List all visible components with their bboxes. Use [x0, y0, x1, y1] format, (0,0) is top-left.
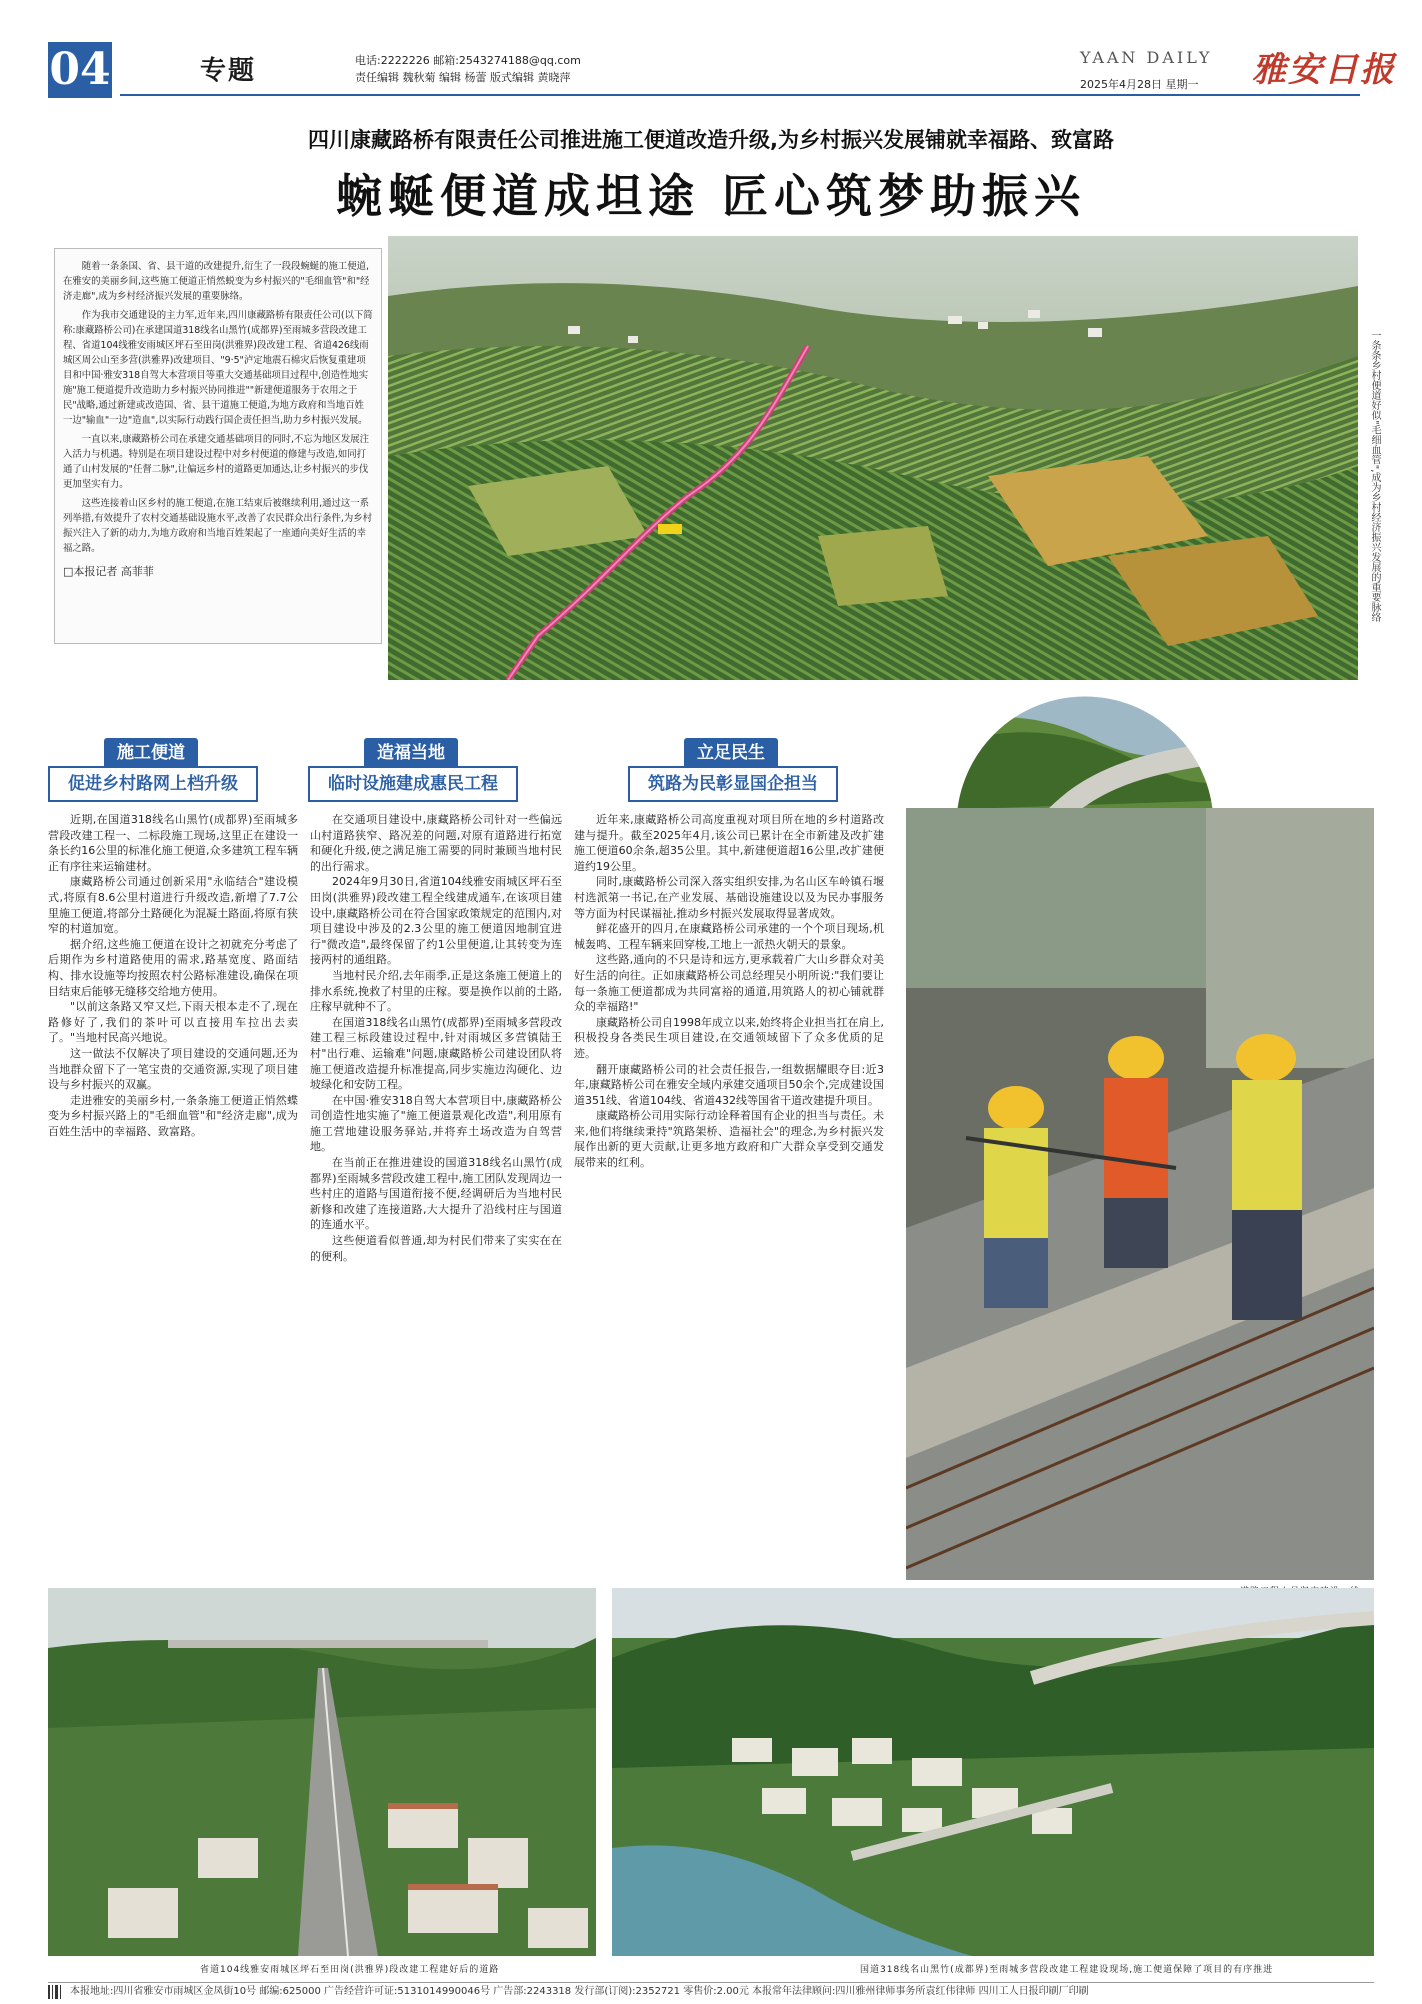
subhead-benefit-locals: 临时设施建成惠民工程	[308, 766, 518, 802]
aerial-photo-caption: 一条条乡村便道好似"毛细血管",成为乡村经济振兴发展的重要脉络	[1369, 330, 1380, 623]
contact-info	[355, 52, 581, 86]
intro-box	[54, 248, 382, 644]
road-aerial-photo	[48, 1588, 596, 1956]
body-paragraph: 同时,康藏路桥公司深入落实组织安排,为名山区车岭镇石堰村选派第一书记,在产业发展、基础设施建设以及为民办事服务等方面为村民谋福祉,推动乡村振兴发展取得显著成效。	[574, 875, 884, 920]
body-paragraph: 翻开康藏路桥公司的社会责任报告,一组数据耀眼夺目:近3年,康藏路桥公司在雅安全域内承建交通项目50余个,完成建设国道351线、省道104线、省道432线等国省干道改建提升项目。	[574, 1062, 884, 1107]
article-headline: 蜿蜒便道成坦途 匠心筑梦助振兴	[335, 169, 1086, 223]
body-paragraph: "以前这条路又窄又烂,下雨天根本走不了,现在路修好了,我们的茶叶可以直接用车拉出去卖了。"当地村民高兴地说。	[48, 1000, 298, 1045]
body-paragraph: 在当前正在推进建设的国道318线名山黑竹(成都界)至雨城多营段改建工程中,施工团队发现周边一些村庄的道路与国道衔接不便,经调研后为当地村民新修和改建了连接道路,大大提升了沿线村庄与国道的连通水平。	[310, 1156, 562, 1232]
intro-paragraph: 作为我市交通建设的主力军,近年来,四川康藏路桥有限责任公司(以下简称:康藏路桥公司)在承建国道318线名山黑竹(成都界)至雨城多营段改建工程、省道104线雅安雨城区坪石至田岗(洪雅界)段改建工程、省道426线雨城区周公山至多营(洪雅界)改建项目、"9·5"泸定地震石棉灾后恢复重建项目和中国·雅安318自驾大本营项目等重大交通基础项目过程中,创造性地实施"施工便道提升改造助力乡村振兴协同推进""新建便道服务于农用之于民"战略,通过新建或改造国、省、县干道施工便道,为地方政府和当地百姓一边"输血"一边"造血",以实际行动践行国企责任担当,助力乡村振兴发展。	[63, 310, 373, 426]
tag-construction-road: 施工便道	[104, 738, 198, 768]
workers-photo	[906, 808, 1374, 1580]
workers-photo-graphic	[906, 808, 1374, 1580]
intro-paragraph: 随着一条条国、省、县干道的改建提升,衍生了一段段蜿蜒的施工便道,在雅安的美丽乡间,这些施工便道正悄然蜕变为乡村振兴的"毛细血管"和"经济走廊",成为乡村经济振兴发展的重要脉络。	[63, 261, 370, 302]
body-paragraph: 在国道318线名山黑竹(成都界)至雨城多营段改建工程三标段建设过程中,针对雨城区多营镇陆王村"出行难、运输难"问题,康藏路桥公司建设团队将施工便道改造提升标准提高,同步实施边沟硬化、边坡绿化和安防工程。	[310, 1015, 562, 1092]
column-benefit-locals	[310, 812, 562, 1582]
subhead-livelihood: 筑路为民彰显国企担当	[628, 766, 838, 802]
phone-line: 电话:2222226 邮箱:2543274188@qq.com	[355, 54, 581, 67]
body-paragraph: 走进雅安的美丽乡村,一条条施工便道正悄然蝶变为乡村振兴路上的"毛细血管"和"经济走廊",成为百姓生活中的幸福路、致富路。	[48, 1093, 298, 1138]
intro-paragraph: 一直以来,康藏路桥公司在承建交通基础项目的同时,不忘为地区发展注入活力与机遇。特别是在项目建设过程中对乡村便道的修建与改造,如同打通了山村发展的"任督二脉",让偏远乡村的道路更加通达,让乡村振兴的步伐更加坚实有力。	[63, 434, 370, 490]
column-livelihood	[574, 812, 884, 1582]
body-paragraph: 康藏路桥公司通过创新采用"永临结合"建设模式,将原有8.6公里村道进行升级改造,新增了7.7公里施工便道,将部分土路硬化为混凝土路面,将原有狭窄的村道加宽。	[48, 875, 298, 936]
issue-date: 2025年4月28日 星期一	[1080, 78, 1199, 91]
body-paragraph: 鲜花盛开的四月,在康藏路桥公司承建的一个个项目现场,机械轰鸣、工程车辆来回穿梭,工地上一派热火朝天的景象。	[574, 922, 884, 951]
body-paragraph: 康藏路桥公司用实际行动诠释着国有企业的担当与责任。未来,他们将继续秉持"筑路架桥、造福社会"的理念,为乡村振兴发展作出新的更大贡献,让更多地方政府和广大群众享受到交通发展带来的红利。	[574, 1109, 884, 1170]
road-photo-graphic	[48, 1588, 596, 1956]
body-paragraph: 在交通项目建设中,康藏路桥公司针对一些偏远山村道路狭窄、路况差的问题,对原有道路进行拓宽和硬化升级,使之满足施工需要的同时兼顾当地村民的出行需求。	[310, 813, 562, 873]
footer-text: 本报地址:四川省雅安市雨城区金凤街10号 邮编:625000 广告经营许可证:5131014990046号 广告部:2243318 发行部(订阅):2352721 零售价:2.00元 本报常年法律顾问:四川雅州律师事务所袁红伟律师 四川工人日报印刷厂印刷	[70, 1986, 1089, 1997]
body-paragraph: 当地村民介绍,去年雨季,正是这条施工便道上的排水系统,挽救了村里的庄稼。要是换作以前的土路,庄稼早就种不了。	[310, 968, 562, 1014]
aerial-photo-graphic	[388, 236, 1358, 680]
aerial-tea-field-photo	[388, 236, 1358, 680]
body-paragraph: 近期,在国道318线名山黑竹(成都界)至雨城多营段改建工程一、二标段施工现场,这里正在建设一条长约16公里的标准化施工便道,众多建筑工程车辆正有序往来运输建材。	[48, 813, 298, 873]
body-paragraph: 康藏路桥公司自1998年成立以来,始终将企业担当扛在肩上,积极投身各类民生项目建设,在交通领域留下了众多优质的足迹。	[574, 1015, 884, 1060]
village-aerial-photo	[612, 1588, 1374, 1956]
body-paragraph: 2024年9月30日,省道104线雅安雨城区坪石至田岗(洪雅界)段改建工程全线建成通车,在该项目建设中,康藏路桥公司在符合国家政策规定的范围内,对项目建设中涉及的2.3公里的施工便道因地制宜进行"微改造",最终保留了约1公里便道,让其转变为连接两村的通组路。	[310, 875, 562, 967]
road-photo-caption: 省道104线雅安雨城区坪石至田岗(洪雅界)段改建工程建好后的道路	[200, 1965, 500, 1975]
column-construction-road	[48, 812, 298, 1582]
tag-benefit-locals: 造福当地	[364, 738, 458, 768]
paper-name-en: YAAN DAILY	[1080, 48, 1213, 67]
page-footer	[48, 1982, 1374, 2000]
barcode-icon	[48, 1982, 62, 2000]
body-paragraph: 在中国·雅安318自驾大本营项目中,康藏路桥公司创造性地实施了"施工便道景观化改造",利用原有施工营地建设服务驿站,并将弃土场改造为自驾营地。	[310, 1093, 562, 1154]
article-subtitle: 四川康藏路桥有限责任公司推进施工便道改造升级,为乡村振兴发展铺就幸福路、致富路	[308, 128, 1114, 152]
section-title: 专题	[200, 56, 257, 86]
body-paragraph: 这些路,通向的不只是诗和远方,更承载着广大山乡群众对美好生活的向往。正如康藏路桥公司总经理吴小明所说:"我们要让每一条施工便道都成为共同富裕的通道,用筑路人的初心铺就群众的幸福路!"	[574, 953, 884, 1014]
subhead-construction-road: 促进乡村路网上档升级	[48, 766, 258, 802]
intro-paragraph: 这些连接着山区乡村的施工便道,在施工结束后被继续利用,通过这一系列举措,有效提升了农村交通基础设施水平,改善了农民群众出行条件,为乡村振兴注入了新的动力,为地方政府和当地百姓架起了一座通向美好生活的幸福之路。	[63, 498, 372, 554]
village-photo-graphic	[612, 1588, 1374, 1956]
reporter-byline: □本报记者 高菲菲	[63, 565, 154, 578]
paper-logo: 雅安日报	[1252, 50, 1396, 90]
header-rule	[120, 94, 1360, 96]
body-paragraph: 这一做法不仅解决了项目建设的交通问题,还为当地群众留下了一笔宝贵的交通资源,实现了项目建设与乡村振兴的双赢。	[48, 1046, 298, 1092]
body-paragraph: 近年来,康藏路桥公司高度重视对项目所在地的乡村道路改建与提升。截至2025年4月,该公司已累计在全市新建及改扩建施工便道60余条,超35公里。其中,新建便道超16公里,改扩建便道约19公里。	[574, 813, 884, 873]
body-paragraph: 这些便道看似普通,却为村民们带来了实实在在的便利。	[310, 1234, 562, 1263]
body-paragraph: 据介绍,这些施工便道在设计之初就充分考虑了后期作为乡村道路使用的需求,路基宽度、路面结构、排水设施等均按照农村公路标准建设,确保在项目结束后能够无缝移交给地方使用。	[48, 937, 298, 998]
page-number: 04	[48, 42, 112, 98]
village-photo-caption: 国道318线名山黑竹(成都界)至雨城多营段改建工程建设现场,施工便道保障了项目的有序推进	[860, 1965, 1274, 1975]
editor-line: 责任编辑 魏秋菊 编辑 杨蕾 版式编辑 黄晓萍	[355, 71, 571, 84]
tag-livelihood: 立足民生	[684, 738, 778, 768]
